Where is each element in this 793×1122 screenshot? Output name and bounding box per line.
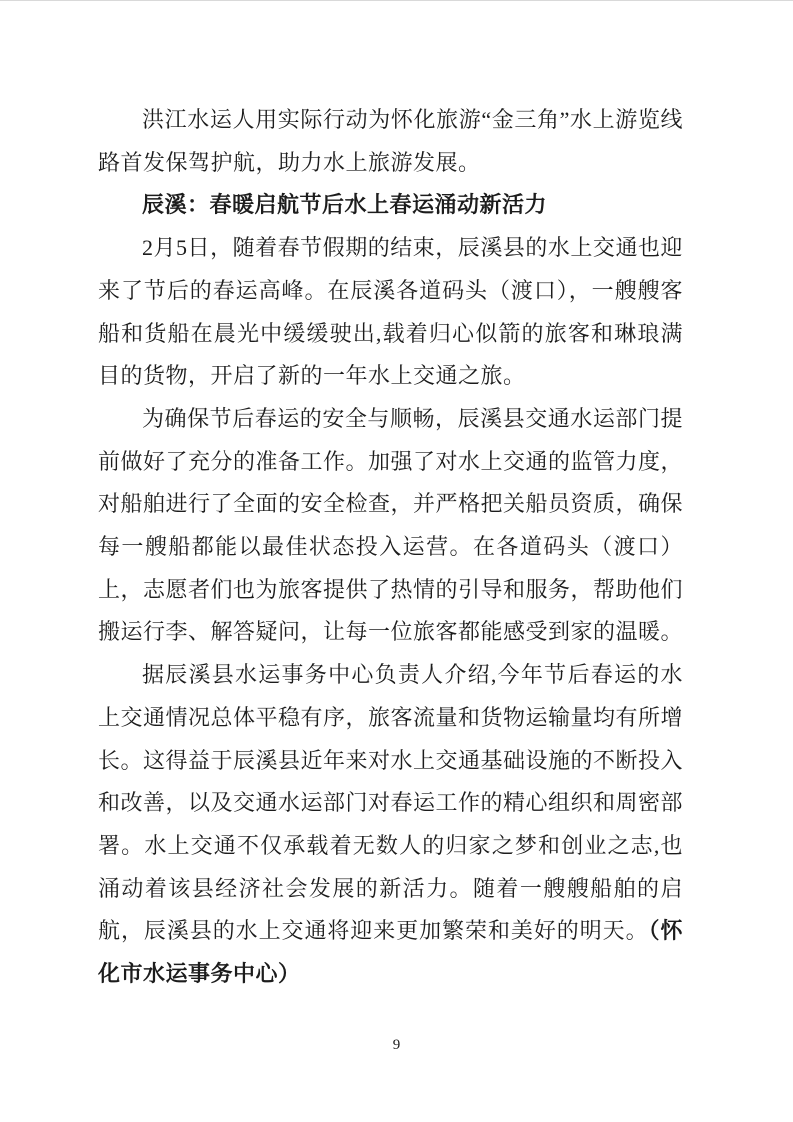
paragraph: 为确保节后春运的安全与顺畅，辰溪县交通水运部门提前做好了充分的准备工作。加强了对水上交通的监管力度，对船舶进行了全面的安全检查，并严格把关船员资质，确保每一艘船都能以最佳状态投入运营。在各道码头（渡口）上，志愿者们也为旅客提供了热情的引导和服务，帮助他们搬运行李、解答疑问，让每一位旅客都能感受到家的温暖。 bbox=[98, 405, 684, 645]
attribution-bold-text: （怀化市水运事务中心） bbox=[98, 918, 683, 987]
paragraph: 2月5日，随着春节假期的结束，辰溪县的水上交通也迎来了节后的春运高峰。在辰溪各道码头（渡口），一艘艘客船和货船在晨光中缓缓驶出,载着归心似箭的旅客和琳琅满目的货物，开启了新的一年水上交通之旅。 bbox=[98, 235, 683, 389]
document-text-block bbox=[98, 99, 683, 996]
page-number: 9 bbox=[392, 1037, 401, 1053]
section-heading: 辰溪：春暖启航节后水上春运涌动新活力 bbox=[142, 192, 548, 218]
paragraph: 洪江水运人用实际行动为怀化旅游“金三角”水上游览线路首发保驾护航，助力水上旅游发展。 bbox=[98, 107, 683, 175]
paragraph-text: 据辰溪县水运事务中心负责人介绍,今年节后春运的水上交通情况总体平稳有序，旅客流量和货物运输量均有所增长。这得益于辰溪县近年来对水上交通基础设施的不断投入和改善，以及交通水运部门对春运工作的精心组织和周密部署。水上交通不仅承载着无数人的归家之梦和创业之志,也涌动着该县经济社会发展的新活力。随着一艘艘船舶的启航，辰溪县的水上交通将迎来更加繁荣和美好的明天。 bbox=[98, 662, 684, 944]
page-top-edge-line bbox=[0, 0, 793, 1]
paragraph bbox=[98, 654, 683, 996]
